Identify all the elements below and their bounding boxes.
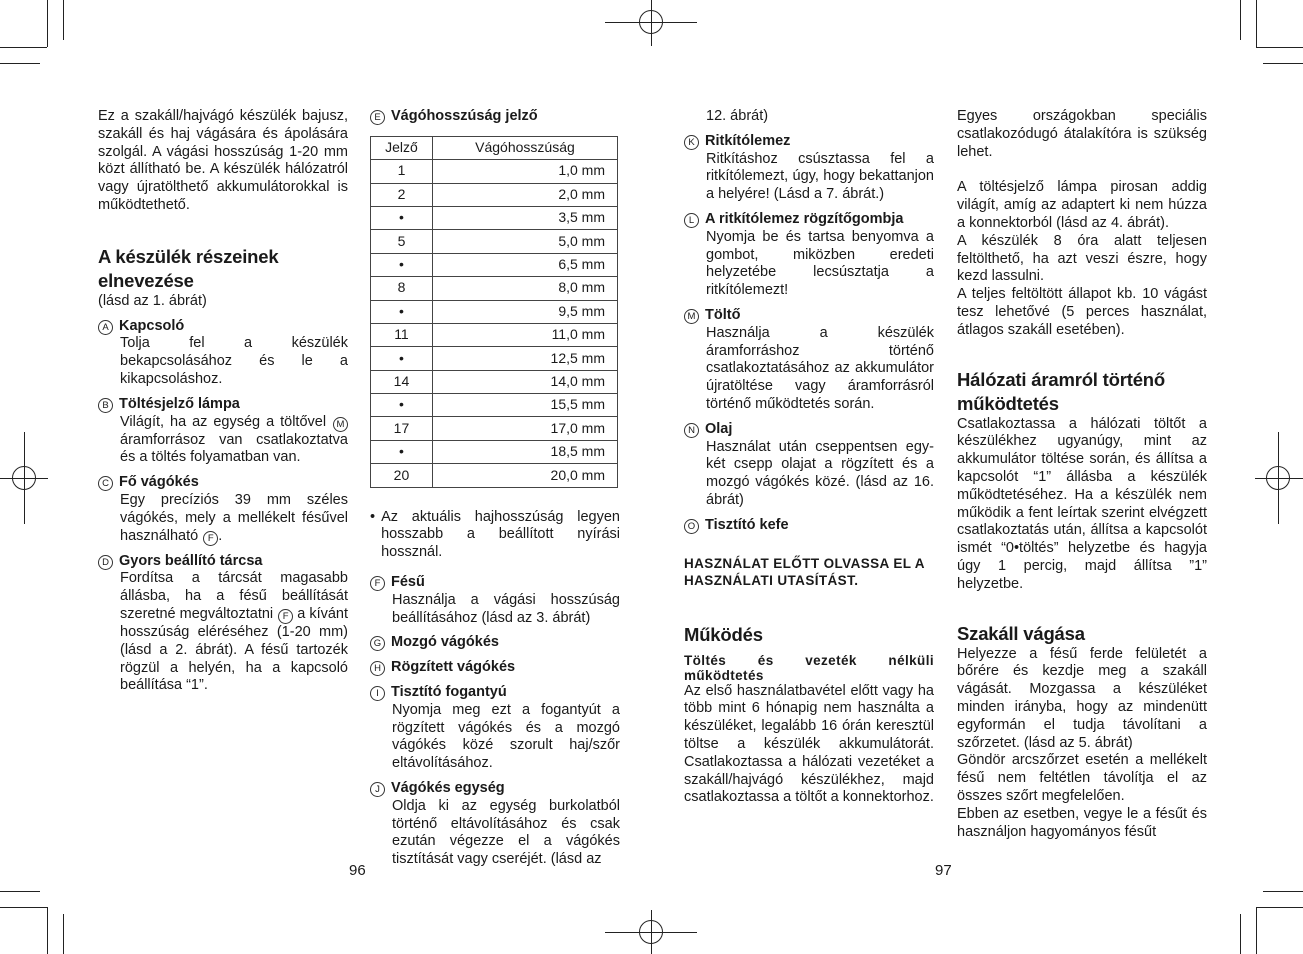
part-title: Mozgó vágókés <box>391 634 499 651</box>
length-cell: 20,0 mm <box>432 464 617 487</box>
part-description <box>120 570 348 695</box>
indicator-cell: • <box>371 300 433 323</box>
length-cell: 17,0 mm <box>432 417 617 440</box>
part-title: Vágókés egység <box>391 780 505 797</box>
part-description: Ritkításhoz csúsztassa fel a ritkítólemezt, úgy, hogy bekattanjon a helyére! (Lásd a 7. ábrát.) <box>706 150 934 203</box>
length-cell: 12,5 mm <box>432 347 617 370</box>
charge-paragraph-3: A teljes feltöltött állapot kb. 10 vágást tesz lehetővé (5 perces használat, átlagos szakáll esetében). <box>957 286 1207 338</box>
letter-m-badge: M <box>684 309 699 324</box>
part-title: Vágóhosszúság jelző <box>391 108 538 124</box>
letter-j-badge: J <box>370 782 385 797</box>
part-item-d <box>98 553 348 696</box>
warning-notice: HASZNÁLAT ELŐTT OLVASSA EL A HASZNÁLATI UTASÍTÁST. <box>684 555 925 588</box>
indicator-cell: 14 <box>371 370 433 393</box>
part-title: Tisztító kefe <box>705 516 789 533</box>
table-row <box>371 394 618 417</box>
table-row <box>371 417 618 440</box>
indicator-cell: 17 <box>371 417 433 440</box>
length-cell: 15,5 mm <box>432 394 617 417</box>
part-item-l <box>684 211 934 300</box>
indicator-cell: • <box>371 440 433 463</box>
part-title: Olaj <box>705 420 733 437</box>
indicator-cell: 8 <box>371 277 433 300</box>
table-header-cell: Jelző <box>371 136 433 159</box>
indicator-cell: 2 <box>371 183 433 206</box>
indicator-cell: • <box>371 394 433 417</box>
part-title: Kapcsoló <box>119 317 185 334</box>
part-item-g <box>370 634 620 652</box>
length-cell: 9,5 mm <box>432 300 617 323</box>
text-fragment: . <box>218 527 223 544</box>
length-cell: 3,5 mm <box>432 206 617 229</box>
length-cell: 11,0 mm <box>432 323 617 346</box>
part-item-e <box>370 108 620 126</box>
indicator-cell: • <box>371 206 433 229</box>
letter-a-badge: A <box>98 320 113 335</box>
indicator-cell: • <box>371 253 433 276</box>
table-header-cell: Vágóhosszúság <box>432 136 617 159</box>
table-row <box>371 300 618 323</box>
letter-k-badge: K <box>684 135 699 150</box>
right-page-column-1 <box>684 108 934 807</box>
part-description: Nyomja meg ezt a fogantyút a rögzített vágókés és a mozgó vágókés közé szorult haj/szőr eltávolításához. <box>392 701 620 772</box>
bullet-text: Az aktuális hajhosszúság legyen hosszabb a beállított nyírási hossznál. <box>381 508 620 561</box>
indicator-cell: • <box>371 347 433 370</box>
letter-d-badge: D <box>98 555 113 570</box>
letter-m-ref: M <box>333 417 348 432</box>
table-header-row <box>371 136 618 159</box>
mains-heading: Hálózati áramról történő működtetés <box>957 368 1165 414</box>
parts-reference: (lásd az 1. ábrát) <box>98 292 207 309</box>
right-page-column-2 <box>957 108 1207 841</box>
length-cell: 1,0 mm <box>432 160 617 183</box>
text-fragment: Fordítsa a tárcsát magasabb állásba, ha a fésű beállítását szeretné megváltoztatni <box>120 570 348 622</box>
table-row <box>371 277 618 300</box>
part-title: Töltő <box>705 306 741 323</box>
part-title: Tisztító fogantyú <box>391 684 507 701</box>
operation-paragraph: Az első használatbavétel előtt vagy ha több mint 6 hónapig nem használta a készüléket, legalább 16 órán keresztül töltse a készülék akkumulátorát. Csatlakoztassa a hálózati vezetéket a szakáll/hajvágó készülékhez, majd csatlakoztassa a töltőt a konnektorhoz. <box>684 682 934 806</box>
table-row <box>371 347 618 370</box>
part-title: Töltésjelző lámpa <box>119 395 240 412</box>
length-cell: 2,0 mm <box>432 183 617 206</box>
length-cell: 14,0 mm <box>432 370 617 393</box>
part-description <box>120 414 348 468</box>
operation-heading: Működés <box>684 623 763 645</box>
table-body <box>371 160 618 487</box>
letter-n-badge: N <box>684 423 699 438</box>
part-item-b <box>98 396 348 467</box>
part-item-k <box>684 133 934 204</box>
table-row <box>371 253 618 276</box>
beard-paragraph-2: Göndör arcszőrzet esetén a mellékelt fésű nem feltétlen távolítja el az összes szőrt megfelelően. <box>957 752 1207 804</box>
part-item-o <box>684 517 934 535</box>
part-item-m <box>684 307 934 414</box>
indicator-cell: 5 <box>371 230 433 253</box>
text-fragment: Egy precíziós 39 mm széles vágókés, mely a mellékelt fésűvel használható <box>120 491 348 544</box>
beard-heading: Szakáll vágása <box>957 622 1085 644</box>
indicator-cell: 20 <box>371 464 433 487</box>
part-title: Gyors beállító tárcsa <box>119 552 263 569</box>
part-title: Ritkítólemez <box>705 132 791 149</box>
length-cell: 5,0 mm <box>432 230 617 253</box>
letter-g-badge: G <box>370 636 385 651</box>
beard-paragraph-3: Ebben az esetben, vegye le a fésűt és használjon hagyományos fésűt <box>957 805 1207 840</box>
part-description: Tolja fel a készülék bekapcsolásához és le a kikapcsoláshoz. <box>120 335 348 387</box>
part-description <box>120 492 348 546</box>
indicator-cell: 1 <box>371 160 433 183</box>
intro-paragraph: Ez a szakáll/hajvágó készülék bajusz, szakáll és haj vágására és ápolására szolgál. A vágási hosszúság 1-20 mm közt állítható be. A készülék hálózatról vagy újratölthető akkumulátorokkal is működtethető. <box>98 108 348 213</box>
beard-paragraph-1: Helyezze a fésű ferde felületét a bőrére és kezdje meg a szakáll vágását. Mozgassa a készüléket minden irányba, hogy az mindenütt egyformán el tudja távolítani a szőrzetet. (lásd az 5. ábrát) <box>957 645 1207 751</box>
indicator-cell: 11 <box>371 323 433 346</box>
length-cell: 8,0 mm <box>432 277 617 300</box>
part-item-f <box>370 574 620 627</box>
table-row <box>371 440 618 463</box>
part-title: Fő vágókés <box>119 474 199 491</box>
part-description: Nyomja be és tartsa benyomva a gombot, miközben eredeti helyzetébe lecsúsztatja a ritkítólemezt! <box>706 228 934 299</box>
continued-text: 12. ábrát) <box>706 108 769 124</box>
letter-f-ref: F <box>203 531 218 546</box>
table-row <box>371 323 618 346</box>
table-row <box>371 230 618 253</box>
bullet-mark: • <box>370 508 376 525</box>
letter-o-badge: O <box>684 519 699 534</box>
part-item-h <box>370 659 620 677</box>
letter-i-badge: I <box>370 686 385 701</box>
parts-heading: A készülék részeinek elnevezése <box>98 245 279 291</box>
letter-l-badge: L <box>684 213 699 228</box>
part-item-a <box>98 318 348 389</box>
cutting-length-table <box>370 136 618 488</box>
mains-paragraph: Csatlakoztassa a hálózati töltőt a készülékhez ugyanúgy, mint az akkumulátor töltése során, és állítsa a kapcsolót “1” állásba a készülék működtetéséhez. Ha a készülék nem működik a fent leírtak szerint elvégzett csatlakoztatás után, állítsa a kapcsolót ismét “0•töltés” helyzetbe és hagyja úgy 1 percig, majd állítsa ”1” helyzetbe. <box>957 415 1207 592</box>
letter-f-badge: F <box>370 576 385 591</box>
part-item-c <box>98 474 348 545</box>
part-description: Használja a készülék áramforráshoz történő csatlakoztatásához az akkumulátor újratöltése vagy áramforrásról történő működtetés során. <box>706 324 934 412</box>
part-title: Fésű <box>391 574 425 591</box>
part-item-i <box>370 684 620 773</box>
part-item-j <box>370 780 620 869</box>
adapter-paragraph: Egyes országokban speciális csatlakozódugó átalakítóra is szükség lehet. <box>957 108 1207 160</box>
page-number-left: 96 <box>349 862 366 879</box>
letter-f-ref: F <box>278 609 293 624</box>
left-page-column-1 <box>98 108 348 695</box>
part-description: Használat után cseppentsen egy-két csepp olajat a rögzített és a mozgó vágókés közé. (lásd az 16. ábrát) <box>706 438 934 508</box>
bullet-note <box>370 509 620 562</box>
letter-e-badge: E <box>370 110 385 125</box>
length-cell: 18,5 mm <box>432 440 617 463</box>
page-number-right: 97 <box>935 862 952 879</box>
operation-subheading: Töltés és vezeték nélküli működtetés <box>684 652 934 683</box>
text-fragment: áramforrásoz van csatlakoztatva és a töltés folyamatban van. <box>120 431 348 466</box>
length-cell: 6,5 mm <box>432 253 617 276</box>
table-row <box>371 160 618 183</box>
letter-b-badge: B <box>98 398 113 413</box>
table-row <box>371 464 618 487</box>
part-item-n <box>684 421 934 510</box>
letter-c-badge: C <box>98 476 113 491</box>
charge-paragraph-2: A készülék 8 óra alatt teljesen feltölthető, ha azt veszi észre, hogy kezd lassulni. <box>957 232 1207 285</box>
table-row <box>371 183 618 206</box>
left-page-column-2 <box>370 108 620 869</box>
charge-paragraph-1: A töltésjelző lámpa pirosan addig világít, amíg az adaptert ki nem húzza a konnektorból (lásd az 4. ábrát). <box>957 179 1207 231</box>
part-description: Oldja ki az egység burkolatból történő eltávolításához és csak ezután végezze el a vágókés tisztítását vagy cseréjét. (lásd az <box>392 797 620 868</box>
letter-h-badge: H <box>370 661 385 676</box>
part-description: Használja a vágási hosszúság beállításához (lásd az 3. ábrát) <box>392 591 620 626</box>
table-row <box>371 370 618 393</box>
part-title: Rögzített vágókés <box>391 659 516 676</box>
text-fragment: a kívánt hosszúság eléréséhez (1-20 mm) (lásd a 2. ábrát). A fésű tartozék rögzül a helyén, ha a kapcsoló beállítása “1”. <box>120 605 349 694</box>
table-row <box>371 206 618 229</box>
part-title: A ritkítólemez rögzítőgombja <box>705 210 904 227</box>
text-fragment: Világít, ha az egység a töltővel <box>120 413 327 430</box>
